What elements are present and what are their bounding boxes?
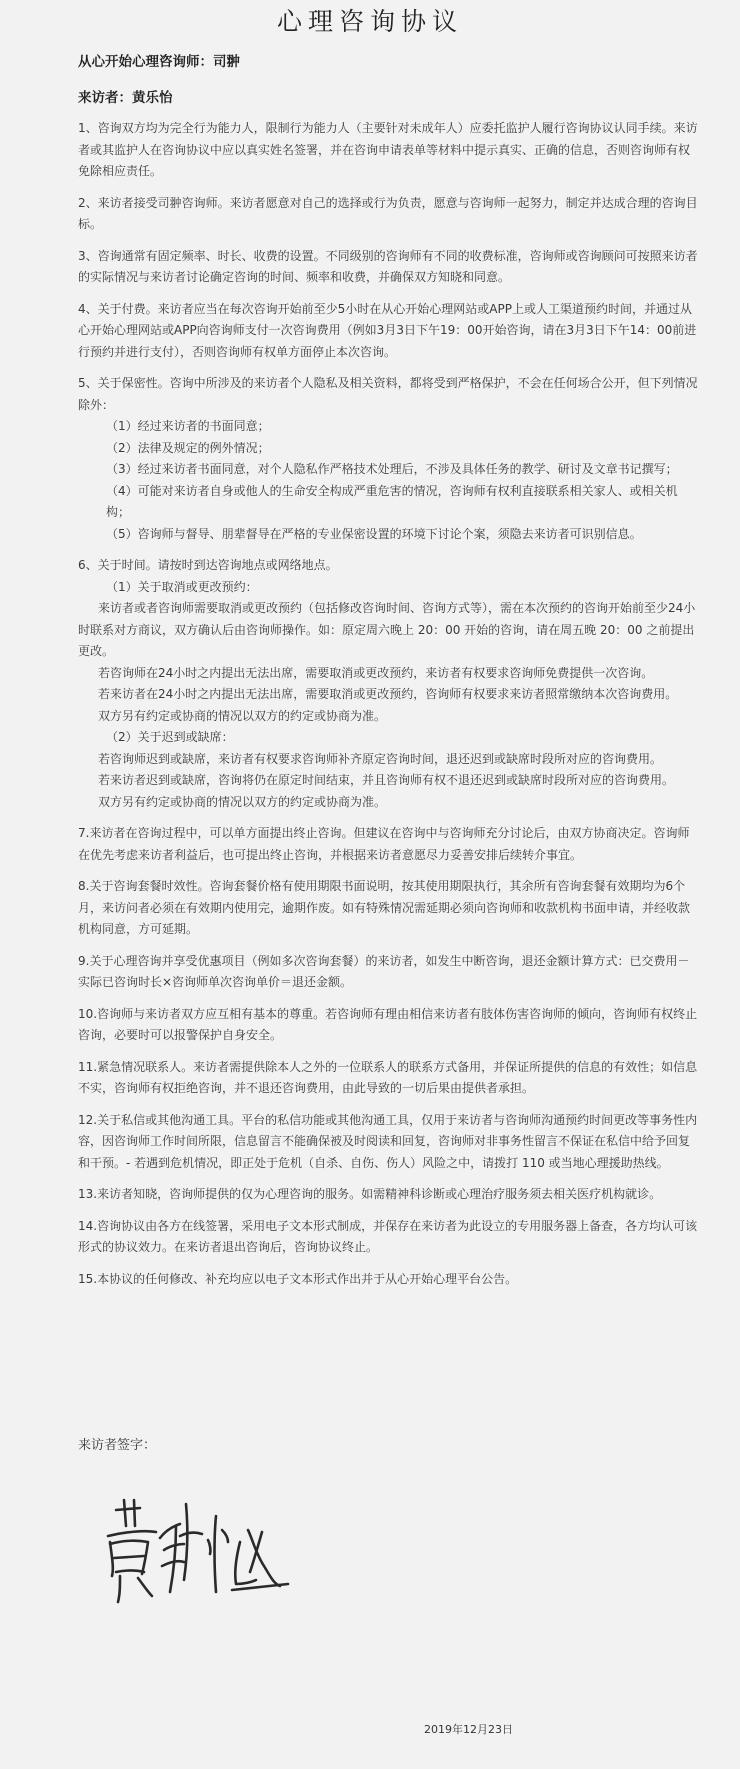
signature-label: 来访者签字： bbox=[78, 1438, 157, 1453]
clause-2: 2、来访者接受司翀咨询师。来访者愿意对自己的选择或行为负责，愿意与咨询师一起努力，制定并达成合理的咨询目标。 bbox=[78, 195, 698, 231]
clause-14: 14.咨询协议由各方在线签署，采用电子文本形式制成，并保存在来访者为此设立的专用服务器上备查，各方均认可该形式的协议效力。在来访者退出咨询后，咨询协议终止。 bbox=[78, 1218, 698, 1254]
counselor-line: 从心开始心理咨询师：司翀 bbox=[78, 54, 240, 70]
clause-3: 3、咨询通常有固定频率、时长、收费的设置。不同级别的咨询师有不同的收费标准，咨询师或咨询顾问可按照来访者的实际情况与来访者讨论确定咨询的时间、频率和收费，并确保双方知晓和同意。 bbox=[78, 248, 698, 284]
date-stamp: 2019年12月23日 bbox=[424, 1723, 513, 1736]
confidentiality-item: （1）经过来访者的书面同意； bbox=[106, 419, 270, 433]
clause-11: 11.紧急情况联系人。来访者需提供除本人之外的一位联系人的联系方式备用，并保证所提供的信息的有效性；如信息不实，咨询师有权拒绝咨询，并不退还咨询费用，由此导致的一切后果由提供者承担。 bbox=[78, 1059, 698, 1095]
clause-12: 12.关于私信或其他沟通工具。平台的私信功能或其他沟通工具，仅用于来访者与咨询师沟通预约时间更改等事务性内容，因咨询师工作时间所限，信息留言不能确保被及时阅读和回复，咨询师对非事务性留言不保证在私信中给予回复和干预。- 若遇到危机情况，即正处于危机（自杀、自伤、伤人）风险之中，请拨打 110 或当地心理援助热线。 bbox=[78, 1112, 698, 1170]
clause-7: 7.来访者在咨询过程中，可以单方面提出终止咨询。但建议在咨询中与咨询师充分讨论后，由双方协商决定。咨询师在优先考虑来访者利益后，也可提出终止咨询，并根据来访者意愿尽力妥善安排后续转介事宜。 bbox=[78, 826, 690, 862]
clause-6-sub2-line: 双方另有约定或协商的情况以双方的约定或协商为准。 bbox=[98, 794, 387, 809]
handwritten-signature bbox=[104, 1496, 294, 1606]
clause-6-sub1-line: 若咨询师在24小时之内提出无法出席，需要取消或更改预约，来访者有权要求咨询师免费提供一次咨询。 bbox=[98, 665, 654, 680]
clause-list bbox=[78, 118, 700, 1300]
clause-6-sub2-line: 若咨询师迟到或缺席，来访者有权要求咨询师补齐原定咨询时间，退还迟到或缺席时段所对应的咨询费用。 bbox=[98, 751, 663, 766]
confidentiality-item: （4）可能对来访者自身或他人的生命安全构成严重危害的情况，咨询师有权利直接联系相关家人、或相关机构； bbox=[106, 483, 678, 519]
client-line: 来访者：黄乐怡 bbox=[78, 90, 173, 106]
clause-5-heading: 5、关于保密性。咨询中所涉及的来访者个人隐私及相关资料，都将受到严格保护，不会在任何场合公开，但下列情况除外： bbox=[78, 376, 698, 412]
clause-13: 13.来访者知晓，咨询师提供的仅为心理咨询的服务。如需精神科诊断或心理治疗服务须去相关医疗机构就诊。 bbox=[78, 1187, 662, 1201]
clause-6-heading: 6、关于时间。请按时到达咨询地点或网络地点。 bbox=[78, 558, 338, 572]
clause-6-sub1-line: 双方另有约定或协商的情况以双方的约定或协商为准。 bbox=[98, 708, 387, 723]
confidentiality-item: （5）咨询师与督导、朋辈督导在严格的专业保密设置的环境下讨论个案，须隐去来访者可识别信息。 bbox=[106, 526, 642, 541]
clause-8: 8.关于咨询套餐时效性。咨询套餐价格有使用期限书面说明，按其使用期限执行，其余所有咨询套餐有效期均为6个月，来访问者必须在有效期内使用完，逾期作废。如有特殊情况需延期必须向咨询师和收款机构书面申请，并经收款机构同意，方可延期。 bbox=[78, 879, 691, 936]
clause-10: 10.咨询师与来访者双方应互相有基本的尊重。若咨询师有理由相信来访者有肢体伤害咨询师的倾向，咨询师有权终止咨询，必要时可以报警保护自身安全。 bbox=[78, 1006, 698, 1042]
clause-6 bbox=[78, 555, 700, 813]
confidentiality-item: （3）经过来访者书面同意，对个人隐私作严格技术处理后，不涉及具体任务的教学、研讨及文章书记撰写； bbox=[106, 462, 678, 476]
clause-6-sub1-title: （1）关于取消或更改预约： bbox=[106, 579, 258, 594]
clause-9: 9.关于心理咨询并享受优惠项目（例如多次咨询套餐）的来访者，如发生中断咨询，退还金额计算方式：已交费用－实际已咨询时长×咨询师单次咨询单价＝退还金额。 bbox=[78, 953, 690, 989]
clause-15: 15.本协议的任何修改、补充均应以电子文本形式作出并于从心开始心理平台公告。 bbox=[78, 1271, 518, 1286]
clause-1: 1、咨询双方均为完全行为能力人，限制行为能力人（主要针对未成年人）应委托监护人履行咨询协议认同手续。来访者或其监护人在咨询协议中应以真实姓名签署，并在咨询申请表单等材料中提示真实、正确的信息，否则咨询师有权免除相应责任。 bbox=[78, 121, 698, 178]
confidentiality-item: （2）法律及规定的例外情况； bbox=[106, 440, 270, 455]
clause-6-sub2-title: （2）关于迟到或缺席： bbox=[106, 730, 234, 744]
clause-6-sub1-line: 若来访者在24小时之内提出无法出席，需要取消或更改预约，咨询师有权要求来访者照常缴纳本次咨询费用。 bbox=[98, 687, 678, 701]
clause-6-sub1-body: 来访者或者咨询师需要取消或更改预约（包括修改咨询时间、咨询方式等），需在本次预约的咨询开始前至少24小时联系对方商议，双方确认后由咨询师操作。如：原定周六晚上 20：00 开始的咨询，请在周五晚 20：00 之前提出更改。 bbox=[78, 601, 696, 658]
clause-6-sub2-line: 若来访者迟到或缺席，咨询将仍在原定时间结束，并且咨询师有权不退还迟到或缺席时段所对应的咨询费用。 bbox=[98, 773, 675, 787]
clause-4: 4、关于付费。来访者应当在每次咨询开始前至少5小时在从心开始心理网站或APP上或人工渠道预约时间，并通过从心开始心理网站或APP向咨询师支付一次咨询费用（例如3月3日下午19：00开始咨询，请在3月3日下午14：00前进行预约并进行支付），否则咨询师有权单方面停止本次咨询。 bbox=[78, 301, 697, 359]
clause-5 bbox=[78, 373, 700, 545]
document-title: 心理咨询协议 bbox=[276, 7, 463, 36]
